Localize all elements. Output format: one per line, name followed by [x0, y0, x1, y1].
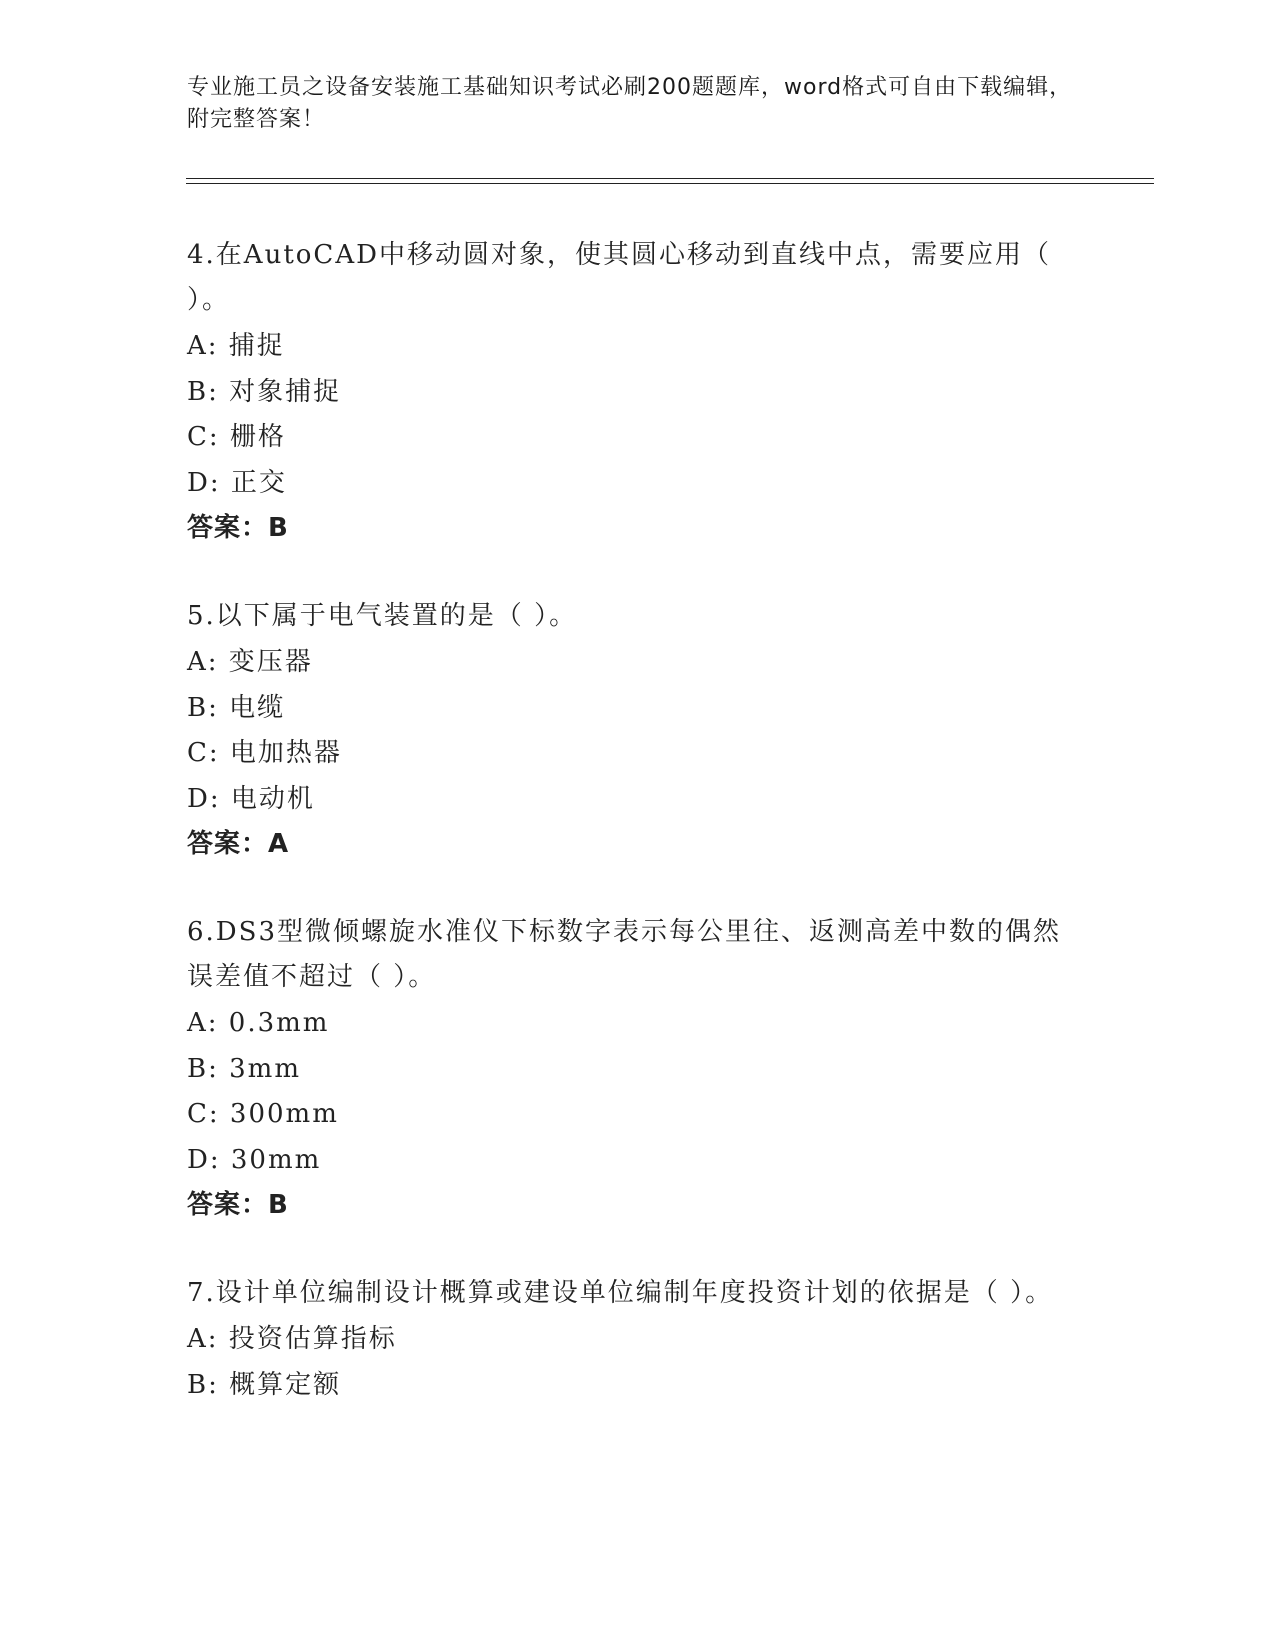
- option-c: C: 300mm: [187, 1099, 339, 1129]
- header-divider-top: [186, 178, 1154, 179]
- question-7: [187, 1271, 1087, 1408]
- question-text: 7.设计单位编制设计概算或建设单位编制年度投资计划的依据是（ ）。: [187, 1278, 1054, 1308]
- answer: 答案：A: [187, 829, 290, 859]
- option-b: B: 电缆: [187, 692, 286, 723]
- answer: 答案：B: [187, 1190, 289, 1220]
- question-4: [187, 233, 1087, 551]
- header-title: 专业施工员之设备安装施工基础知识考试必刷200题题库，word格式可自由下载编辑，附完整答案！: [187, 75, 1073, 132]
- header-divider-bottom: [186, 183, 1154, 184]
- option-c: C: 电加热器: [187, 738, 342, 768]
- option-a: A: 投资估算指标: [187, 1324, 397, 1354]
- option-c: C: 栅格: [187, 422, 286, 452]
- answer: 答案：B: [187, 513, 289, 543]
- question-text: 4.在AutoCAD中移动圆对象，使其圆心移动到直线中点，需要应用（ ）。: [187, 240, 1051, 315]
- option-d: D: 正交: [187, 467, 287, 498]
- question-text: 5.以下属于电气装置的是（ ）。: [187, 601, 578, 631]
- option-d: D: 30mm: [187, 1144, 322, 1175]
- option-d: D: 电动机: [187, 783, 315, 814]
- question-text: 6.DS3型微倾螺旋水准仪下标数字表示每公里往、返测高差中数的偶然误差值不超过（ ）。: [187, 917, 1062, 992]
- option-a: A: 变压器: [187, 647, 313, 677]
- option-a: A: 捕捉: [187, 331, 285, 361]
- option-b: B: 3mm: [187, 1053, 301, 1084]
- option-b: B: 对象捕捉: [187, 376, 342, 407]
- option-a: A: 0.3mm: [187, 1008, 330, 1038]
- document-header: [187, 72, 1087, 136]
- option-b: B: 概算定额: [187, 1369, 342, 1400]
- question-5: [187, 594, 1087, 867]
- question-list: [187, 233, 1087, 1451]
- question-6: [187, 910, 1087, 1228]
